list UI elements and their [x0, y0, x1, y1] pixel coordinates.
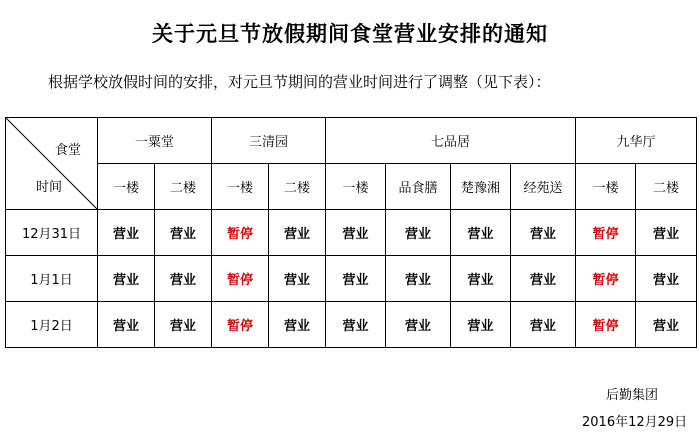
status-cell: 营业	[326, 302, 386, 348]
notice-intro: 根据学校放假时间的安排，对元旦节期间的营业时间进行了调整（见下表）：	[48, 73, 551, 91]
status-cell: 营业	[511, 210, 576, 256]
canteen-header-cell: 三清园	[212, 118, 326, 164]
status-cell: 营业	[451, 210, 511, 256]
status-cell: 营业	[155, 302, 212, 348]
status-cell: 营业	[155, 210, 212, 256]
status-cell: 暂停	[576, 256, 636, 302]
canteen-header-cell: 九华厅	[576, 118, 697, 164]
status-cell: 营业	[451, 302, 511, 348]
floor-header-row	[6, 164, 697, 210]
canteen-header-row	[6, 118, 697, 164]
status-cell: 营业	[636, 302, 697, 348]
canteen-header-cell: 七品居	[326, 118, 576, 164]
issue-date: 2016年12月29日	[582, 415, 688, 430]
corner-header-cell	[6, 118, 98, 210]
schedule-table	[5, 117, 697, 348]
floor-header-cell: 二楼	[269, 164, 326, 210]
status-cell: 营业	[269, 210, 326, 256]
status-cell: 暂停	[212, 210, 269, 256]
date-cell: 1月2日	[6, 302, 98, 348]
status-cell: 营业	[326, 256, 386, 302]
floor-header-cell: 二楼	[155, 164, 212, 210]
status-cell: 营业	[98, 256, 155, 302]
status-cell: 暂停	[576, 302, 636, 348]
corner-time-label: 时间	[36, 180, 63, 195]
floor-header-cell: 二楼	[636, 164, 697, 210]
status-cell: 暂停	[212, 256, 269, 302]
floor-header-cell: 一楼	[326, 164, 386, 210]
corner-canteen-label: 食堂	[54, 143, 81, 158]
floor-header-cell: 楚豫湘	[451, 164, 511, 210]
floor-header-cell: 经苑送	[511, 164, 576, 210]
table-row	[6, 210, 697, 256]
status-cell: 暂停	[576, 210, 636, 256]
table-row	[6, 256, 697, 302]
status-cell: 营业	[636, 256, 697, 302]
date-cell: 1月1日	[6, 256, 98, 302]
status-cell: 营业	[326, 210, 386, 256]
status-cell: 营业	[386, 302, 451, 348]
issuer-signature: 后勤集团	[606, 388, 659, 403]
status-cell: 营业	[386, 210, 451, 256]
status-cell: 营业	[269, 302, 326, 348]
status-cell: 营业	[98, 210, 155, 256]
status-cell: 暂停	[212, 302, 269, 348]
floor-header-cell: 一楼	[212, 164, 269, 210]
date-cell: 12月31日	[6, 210, 98, 256]
floor-header-cell: 品食膳	[386, 164, 451, 210]
status-cell: 营业	[155, 256, 212, 302]
status-cell: 营业	[451, 256, 511, 302]
status-cell: 营业	[386, 256, 451, 302]
canteen-header-cell: 一粟堂	[98, 118, 212, 164]
floor-header-cell: 一楼	[576, 164, 636, 210]
status-cell: 营业	[98, 302, 155, 348]
diagonal-divider	[6, 118, 97, 209]
status-cell: 营业	[269, 256, 326, 302]
status-cell: 营业	[511, 256, 576, 302]
status-cell: 营业	[636, 210, 697, 256]
floor-header-cell: 一楼	[98, 164, 155, 210]
status-cell: 营业	[511, 302, 576, 348]
notice-title: 关于元旦节放假期间食堂营业安排的通知	[152, 22, 548, 46]
table-row	[6, 302, 697, 348]
